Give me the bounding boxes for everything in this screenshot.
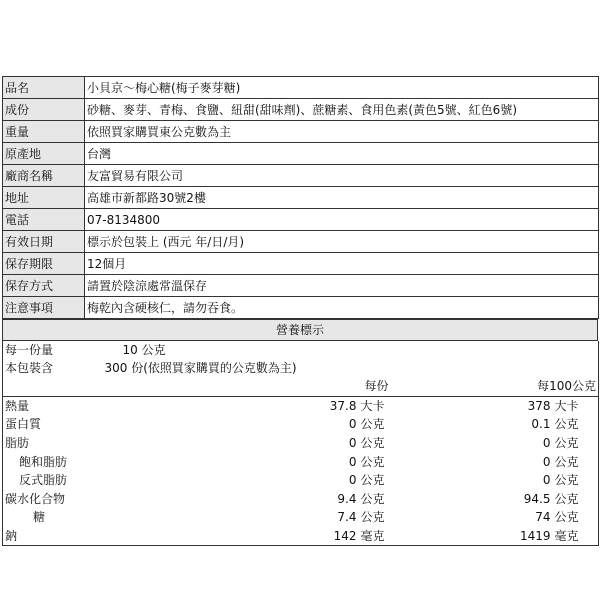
spec-label: 注意事項: [3, 297, 85, 319]
spec-value: 高雄市新都路30號2樓: [85, 187, 599, 209]
serving-size-label: 每一份量: [5, 343, 54, 357]
spec-row: [3, 165, 599, 187]
spec-label: 地址: [3, 187, 85, 209]
spec-row: [3, 143, 599, 165]
spec-value: 07-8134800: [85, 209, 599, 231]
spec-label: 重量: [3, 121, 85, 143]
spec-row: [3, 209, 599, 231]
spec-value: 友富貿易有限公司: [85, 165, 599, 187]
spec-label: 廠商名稱: [3, 165, 85, 187]
spec-row: [3, 231, 599, 253]
per-serving-unit: 大卡: [360, 398, 385, 413]
per-100g-value: 378: [527, 398, 551, 413]
spec-value: 請置於陰涼處常溫保存: [85, 275, 599, 297]
spec-value: 小貝京～梅心糖(梅子麥芽糖): [85, 77, 599, 99]
nutrient-name: 脂肪: [5, 436, 30, 451]
nutrition-row: [3, 471, 599, 490]
spec-label: 保存方式: [3, 275, 85, 297]
spec-label: 有效日期: [3, 231, 85, 253]
per-100g-unit: 公克: [554, 491, 579, 506]
nutrition-row: [3, 508, 599, 527]
spec-row: [3, 77, 599, 99]
per-100g-unit: 大卡: [554, 398, 579, 413]
package-servings-value: 300 份(依照買家購買的公克數為主): [104, 361, 297, 375]
spec-label: 成份: [3, 99, 85, 121]
per-serving-value: 7.4: [337, 510, 357, 525]
per-serving-unit: 公克: [360, 473, 385, 488]
spec-value: 砂糖、麥芽、青梅、食鹽、紐甜(甜味劑)、蔗糖素、食用色素(黃色5號、紅色6號): [85, 99, 599, 121]
spec-label: 電話: [3, 209, 85, 231]
spec-value: 梅乾內含硬核仁，請勿吞食。: [85, 297, 599, 319]
per-100g-value: 0.1: [531, 417, 551, 432]
per-100g-unit: 公克: [554, 454, 579, 469]
nutrition-row: [3, 490, 599, 509]
nutrition-row: [3, 434, 599, 453]
per-serving-unit: 公克: [360, 436, 385, 451]
nutrient-name: 熱量: [5, 398, 30, 413]
nutrient-name: 碳水化合物: [5, 491, 66, 506]
serving-size-value: 10 公克: [122, 343, 166, 357]
per-serving-value: 0: [348, 417, 357, 432]
package-servings-label: 本包裝含: [5, 361, 54, 375]
spec-row: [3, 121, 599, 143]
nutrient-name: 蛋白質: [5, 417, 42, 432]
column-header-per-serving: 每份: [103, 377, 395, 396]
per-100g-unit: 公克: [554, 417, 579, 432]
per-serving-unit: 公克: [360, 417, 385, 432]
spec-row: [3, 253, 599, 275]
spec-table: [2, 76, 599, 319]
per-100g-unit: 毫克: [554, 529, 579, 544]
nutrition-header-table: [2, 319, 598, 341]
spec-label: 原產地: [3, 143, 85, 165]
per-serving-unit: 公克: [360, 454, 385, 469]
spec-value: 依照買家購買東公克數為主: [85, 121, 599, 143]
per-100g-value: 0: [542, 436, 551, 451]
nutrient-name: 鈉: [5, 529, 18, 544]
nutrient-name: 飽和脂肪: [19, 454, 68, 469]
spec-label: 品名: [3, 77, 85, 99]
per-serving-value: 9.4: [337, 491, 357, 506]
column-header-per-100g: 每100公克: [395, 377, 599, 396]
spec-row: [3, 99, 599, 121]
per-serving-unit: 毫克: [360, 529, 385, 544]
spec-value: 12個月: [85, 253, 599, 275]
nutrient-name: 反式脂肪: [19, 473, 68, 488]
per-serving-value: 0: [348, 436, 357, 451]
per-serving-value: 0: [348, 454, 357, 469]
per-100g-unit: 公克: [554, 473, 579, 488]
nutrition-table: [2, 341, 599, 546]
nutrition-row: [3, 527, 599, 546]
per-100g-value: 0: [542, 454, 551, 469]
per-100g-unit: 公克: [554, 436, 579, 451]
per-serving-value: 37.8: [329, 398, 357, 413]
per-serving-value: 142: [333, 529, 357, 544]
spec-value: 台灣: [85, 143, 599, 165]
per-100g-unit: 公克: [554, 510, 579, 525]
per-serving-unit: 公克: [360, 510, 385, 525]
per-serving-unit: 公克: [360, 491, 385, 506]
product-spec-sheet: [2, 76, 598, 544]
nutrition-title: 營養標示: [3, 320, 598, 341]
spec-row: [3, 297, 599, 319]
per-serving-value: 0: [348, 473, 357, 488]
per-100g-value: 1419: [519, 529, 551, 544]
per-100g-value: 74: [535, 510, 551, 525]
per-100g-value: 0: [542, 473, 551, 488]
spec-label: 保存期限: [3, 253, 85, 275]
nutrition-row: [3, 396, 599, 415]
nutrition-row: [3, 452, 599, 471]
nutrient-name: 糖: [33, 510, 46, 525]
nutrition-row: [3, 415, 599, 434]
spec-value: 標示於包裝上 (西元 年/日/月): [85, 231, 599, 253]
spec-row: [3, 275, 599, 297]
spec-row: [3, 187, 599, 209]
per-100g-value: 94.5: [523, 491, 551, 506]
